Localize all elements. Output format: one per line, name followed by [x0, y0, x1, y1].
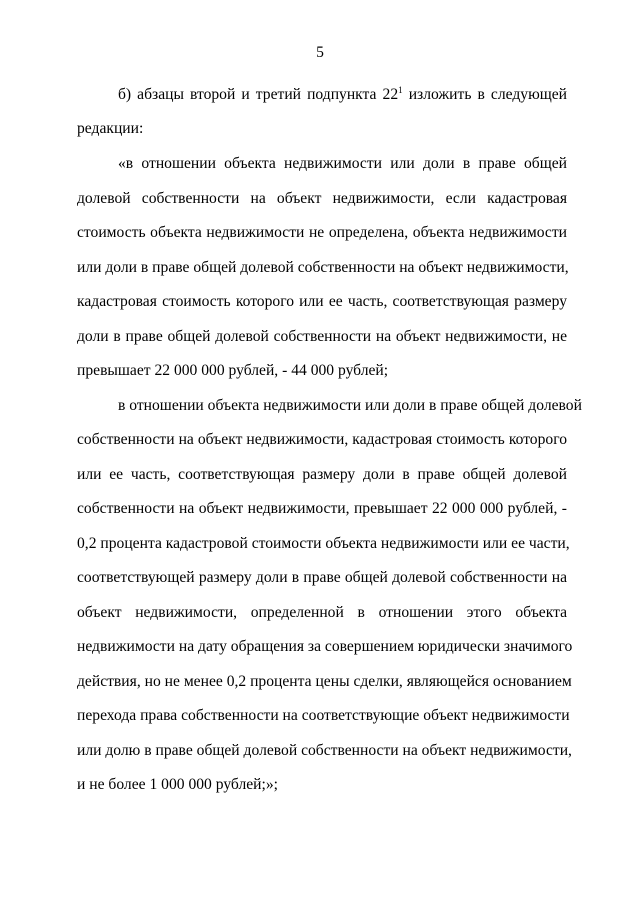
paragraph-line: недвижимости на дату обращения за совершением юридически значимого — [77, 638, 573, 655]
paragraph-line: долевой собственности на объект недвижимости, если кадастровая — [77, 190, 567, 207]
paragraph-line: соответствующей размеру доли в праве общей долевой собственности на — [77, 569, 567, 586]
paragraph-line: перехода права собственности на соответствующие объект недвижимости — [77, 707, 570, 724]
paragraph-line: действия, но не менее 0,2 процента цены сделки, являющейся основанием — [77, 673, 572, 690]
paragraph-line: кадастровая стоимость которого или ее часть, соответствующая размеру — [77, 293, 567, 310]
paragraph-line: или долю в праве общей долевой собственности на объект недвижимости, — [77, 742, 572, 759]
heading-text: б) абзацы второй и третий подпункта 22 — [118, 86, 399, 103]
paragraph-line: стоимость объекта недвижимости не определена, объекта недвижимости — [77, 224, 567, 241]
superscript: 1 — [398, 85, 403, 95]
paragraph-line: или доли в праве общей долевой собственности на объект недвижимости, — [77, 259, 569, 276]
paragraph-line: собственности на объект недвижимости, кадастровая стоимость которого — [77, 431, 567, 448]
paragraph-line: объект недвижимости, определенной в отношении этого объекта — [77, 604, 567, 621]
paragraph-line: превышает 22 000 000 рублей, - 44 000 рублей; — [77, 362, 389, 379]
heading-line-2: редакции: — [77, 120, 144, 137]
paragraph-line: в отношении объекта недвижимости или доли в праве общей долевой — [118, 397, 582, 414]
paragraph-line: или ее часть, соответствующая размеру доли в праве общей долевой — [77, 466, 567, 483]
paragraph-line: «в отношении объекта недвижимости или доли в праве общей — [118, 155, 567, 172]
paragraph-line: доли в праве общей долевой собственности на объект недвижимости, не — [77, 328, 567, 345]
heading-text-tail: изложить в следующей — [402, 86, 567, 103]
heading-line-1 — [118, 86, 567, 104]
paragraph-line: и не более 1 000 000 рублей;»; — [77, 776, 278, 793]
page-number: 5 — [316, 44, 324, 61]
paragraph-line: собственности на объект недвижимости, превышает 22 000 000 рублей, - — [77, 500, 567, 517]
paragraph-line: 0,2 процента кадастровой стоимости объекта недвижимости или ее части, — [77, 535, 570, 552]
